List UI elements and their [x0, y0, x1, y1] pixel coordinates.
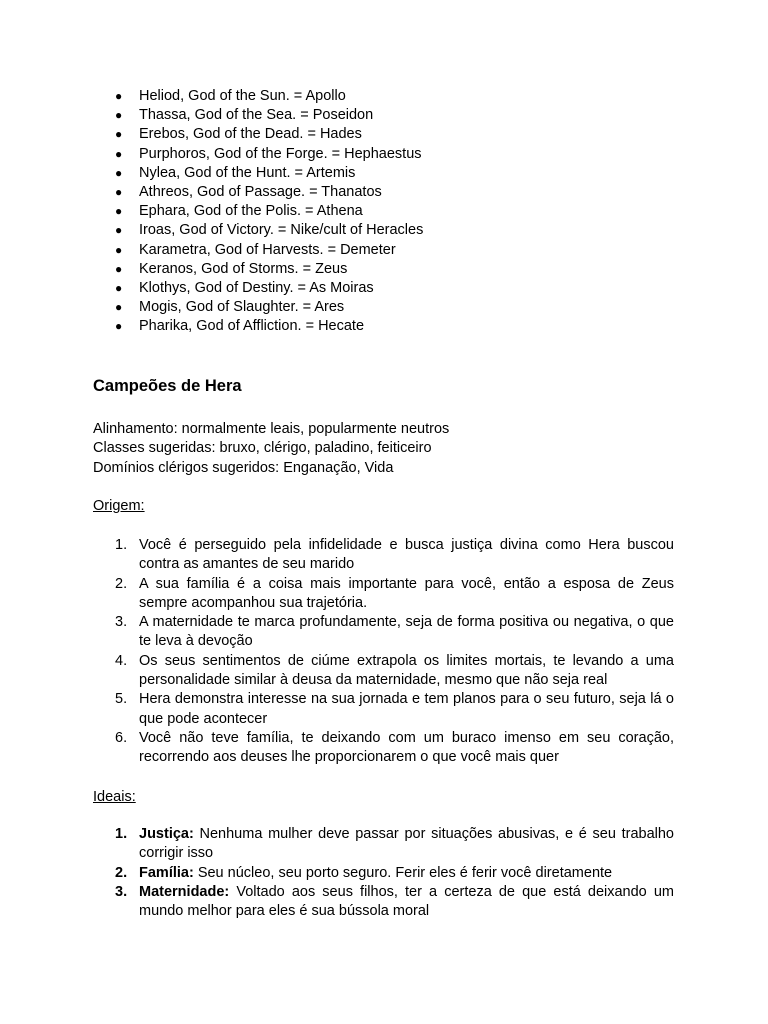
bullet-icon: ● [115, 204, 123, 219]
god-entry: Athreos, God of Passage. = Thanatos [139, 183, 382, 200]
bullet-icon: ● [115, 223, 123, 238]
bullet-icon: ● [115, 146, 123, 161]
item-number: 5. [115, 691, 128, 708]
ideais-heading: Ideais: [93, 789, 136, 805]
list-item [93, 825, 674, 864]
ideal-term: Família: [139, 864, 194, 881]
list-item [93, 106, 683, 125]
god-entry: Mogis, God of Slaughter. = Ares [139, 299, 345, 316]
item-number: 2. [115, 864, 128, 881]
bullet-icon: ● [115, 261, 123, 276]
gods-bullet-list [93, 87, 683, 336]
section-title: Campeões de Hera [93, 377, 242, 395]
bullet-icon: ● [115, 108, 123, 123]
list-item [93, 575, 674, 614]
list-item [93, 298, 683, 317]
god-entry: Iroas, God of Victory. = Nike/cult of Heracles [139, 222, 424, 239]
god-entry: Nylea, God of the Hunt. = Artemis [139, 164, 356, 181]
list-item [93, 125, 683, 144]
list-item [93, 690, 674, 729]
god-entry: Karametra, God of Harvests. = Demeter [139, 241, 396, 258]
bullet-icon: ● [115, 127, 123, 142]
section-meta [93, 420, 683, 478]
bullet-icon: ● [115, 89, 123, 103]
item-number: 2. [115, 575, 128, 592]
list-item [93, 317, 683, 336]
list-item [93, 145, 683, 164]
origem-heading: Origem: [93, 498, 145, 514]
list-item [93, 652, 674, 691]
list-item [93, 279, 683, 298]
god-entry: Thassa, God of the Sea. = Poseidon [139, 107, 374, 124]
alignment-line: Alinhamento: normalmente leais, popularmente neutros [93, 421, 450, 437]
item-text: Voltado aos seus filhos, ter a certeza de que está deixando um mundo melhor para eles é sua bússola moral [139, 883, 674, 920]
item-text: Os seus sentimentos de ciúme extrapola os limites mortais, te levando a uma personalidade similar à deusa da maternidade, mesmo que não seja real [139, 652, 674, 689]
god-entry: Heliod, God of the Sun. = Apollo [139, 88, 346, 104]
item-text: Hera demonstra interesse na sua jornada e tem planos para o seu futuro, seja lá o que pode acontecer [139, 691, 674, 727]
list-item [93, 183, 683, 202]
bullet-icon: ● [115, 300, 123, 315]
god-entry: Keranos, God of Storms. = Zeus [139, 260, 348, 277]
god-entry: Purphoros, God of the Forge. = Hephaestus [139, 145, 422, 162]
item-text: Você não teve família, te deixando com um buraco imenso em seu coração, recorrendo aos deuses lhe proporcionarem o que você mais quer [139, 729, 674, 766]
god-entry: Erebos, God of the Dead. = Hades [139, 126, 362, 143]
domains-line: Domínios clérigos sugeridos: Enganação, Vida [93, 459, 394, 476]
item-text: Seu núcleo, seu porto seguro. Ferir eles é ferir você diretamente [193, 864, 613, 881]
item-number: 1. [115, 537, 128, 553]
list-item [93, 87, 683, 106]
item-number: 6. [115, 729, 128, 746]
list-item [93, 164, 683, 183]
list-item [93, 202, 683, 221]
list-item [93, 536, 674, 575]
classes-line: Classes sugeridas: bruxo, clérigo, paladino, feiticeiro [93, 440, 432, 457]
item-text: Nenhuma mulher deve passar por situações abusivas, e é seu trabalho corrigir isso [139, 826, 674, 862]
god-entry: Klothys, God of Destiny. = As Moiras [139, 279, 374, 296]
list-item [93, 729, 674, 768]
bullet-icon: ● [115, 184, 123, 199]
god-entry: Pharika, God of Affliction. = Hecate [139, 318, 365, 335]
item-text: Você é perseguido pela infidelidade e busca justiça divina como Hera buscou contra as amantes de seu marido [139, 537, 674, 573]
item-number: 4. [115, 652, 128, 669]
list-item [93, 241, 683, 260]
list-item [93, 260, 683, 279]
ideal-term: Justiça: [139, 826, 194, 842]
bullet-icon: ● [115, 165, 123, 180]
list-item [93, 613, 674, 652]
bullet-icon: ● [115, 319, 123, 334]
list-item [93, 883, 674, 922]
item-text: A sua família é a coisa mais importante para você, então a esposa de Zeus sempre acompanhou sua trajetória. [139, 575, 674, 611]
bullet-icon: ● [115, 280, 123, 295]
ideais-list [93, 825, 674, 921]
list-item [93, 221, 683, 240]
list-item [93, 864, 674, 883]
ideal-term: Maternidade: [139, 883, 230, 900]
god-entry: Ephara, God of the Polis. = Athena [139, 203, 363, 220]
origem-list [93, 536, 674, 768]
item-number: 3. [115, 614, 128, 631]
item-number: 3. [115, 883, 128, 900]
item-text: A maternidade te marca profundamente, seja de forma positiva ou negativa, o que te leva à devoção [139, 614, 674, 650]
item-number: 1. [115, 826, 128, 842]
bullet-icon: ● [115, 242, 123, 257]
